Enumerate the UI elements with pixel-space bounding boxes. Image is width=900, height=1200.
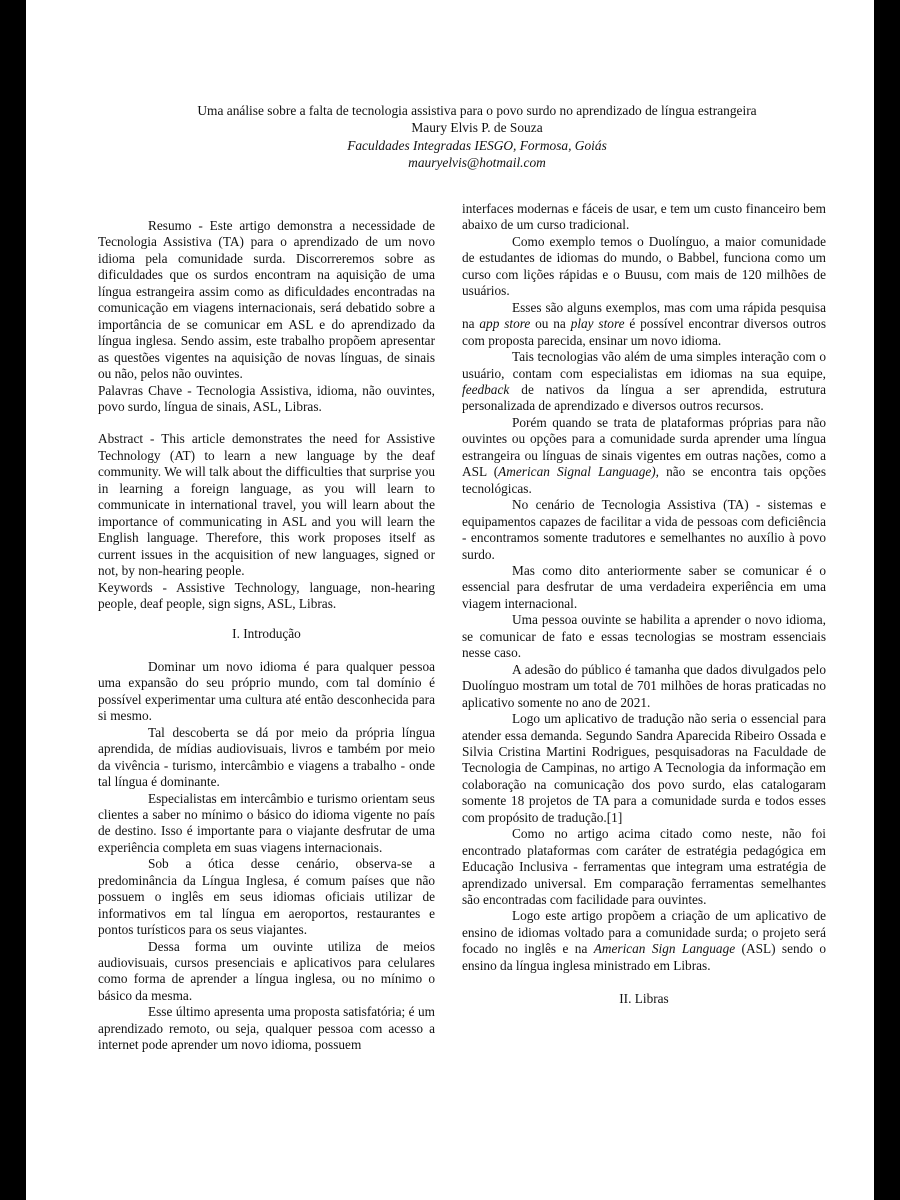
right-column — [462, 201, 826, 1008]
paper-title: Uma análise sobre a falta de tecnologia assistiva para o povo surdo no aprendizado de língua estrangeira — [197, 103, 757, 118]
body-paragraph: Uma pessoa ouvinte se habilita a aprender o novo idioma, se comunicar de fato e essas tecnologias se mostram essenciais nesse caso. — [462, 612, 826, 661]
italic-term: American Signal Language), — [498, 464, 660, 480]
body-paragraph: Esses são alguns exemplos, mas com uma rápida pesquisa na app store ou na play store é possível encontrar diversos outros com proposta parecida, ensinar um novo idioma. — [462, 299, 827, 348]
italic-term: American Sign Language — [593, 941, 736, 957]
body-paragraph: Logo este artigo propõem a criação de um aplicativo de ensino de idiomas voltado para a comunidade surda; o projeto será focado no inglês e na American Sign Language (ASL) sendo o ensino da língua inglesa ministrado em Libras. — [462, 908, 827, 973]
abstract-paragraph: Abstract - This article demonstrates the need for Assistive Technology (AT) to learn a new language by the deaf community. We will talk about the difficulties that surprise you in learning a foreign language, as you will learn to communicate in international travel, you will learn about the importance of communicating in ASL and you will learn the English language. Therefore, this work proposes itself as current issues in the acquisition of new languages, signed or not, by non-hearing people. — [98, 431, 435, 579]
body-paragraph: Logo um aplicativo de tradução não seria o essencial para atender essa demanda. Segundo Sandra Aparecida Ribeiro Ossada e Silvia Cristina Martini Rodrigues, pesquisadoras na Faculdade de Tecnologia de Campinas, no artigo A Tecnologia da informação em colaboração na comunicação dos povo surdo, elas catalogaram somente 18 projetos de TA para a comunidade surda e todos esses com propósito de tradução.[1] — [462, 711, 826, 825]
resumo-paragraph: Resumo - Este artigo demonstra a necessidade de Tecnologia Assistiva (TA) para o aprendizado de um novo idioma pela comunidade surda. Discorreremos sobre as dificuldades que os surdos encontram na aquisição de uma língua estrangeira assim como as dificuldades encontradas na comunicação em viagens internacionais, será debatido sobre a importância de se comunicar em ASL e do aprendizado da língua inglesa. Sendo assim, este trabalho propõem apresentar as questões vigentes na aquisição de novas línguas, de sinais ou não, pelos não ouvintes. — [98, 218, 435, 382]
section-heading-introducao: I. Introdução — [232, 626, 301, 642]
body-paragraph: Dessa forma um ouvinte utiliza de meios audiovisuais, cursos presenciais e aplicativos para celulares como forma de aprender a língua inglesa, ou no mínimo o básico da mesma. — [98, 938, 435, 1003]
body-paragraph: Dominar um novo idioma é para qualquer pessoa uma expansão do seu próprio mundo, com tal domínio é possível experimentar uma cultura até então desconhecida para si mesmo. — [98, 658, 435, 724]
italic-term: play store — [570, 316, 625, 332]
author-name: Maury Elvis P. de Souza — [411, 120, 543, 136]
italic-term: app store — [479, 316, 531, 332]
body-paragraph: Mas como dito anteriormente saber se comunicar é o essencial para desfrutar de uma verdadeira experiência em uma viagem internacional. — [462, 562, 826, 611]
palavras-chave-paragraph: Palavras Chave - Tecnologia Assistiva, idioma, não ouvintes, povo surdo, língua de sinais, ASL, Libras. — [98, 382, 435, 414]
paper-header — [122, 102, 832, 172]
body-paragraph: Esse último apresenta uma proposta satisfatória; é um aprendizado remoto, ou seja, qualquer pessoa com acesso a internet pode aprender um novo idioma, possuem — [98, 1004, 435, 1053]
body-paragraph: Como exemplo temos o Duolínguo, a maior comunidade de estudantes de idiomas do mundo, o Babbel, funciona como um curso com lições rápidas e o Buusu, com mais de 120 milhões de usuários. — [462, 233, 826, 299]
body-paragraph: A adesão do público é tamanha que dados divulgados pelo Duolínguo mostram um total de 701 milhões de horas praticadas no aplicativo somente no ano de 2021. — [462, 661, 826, 710]
keywords-paragraph: Keywords - Assistive Technology, language, non-hearing people, deaf people, sign signs, ASL, Libras. — [98, 579, 435, 611]
author-affiliation: Faculdades Integradas IESGO, Formosa, Goiás — [347, 137, 607, 153]
body-paragraph: Porém quando se trata de plataformas próprias para não ouvintes ou opções para a comunidade surda aprender uma língua estrangeira ou línguas de sinais vigentes em outras nações, como a ASL (American Signal Language), não se encontra tais opções tecnológicas. — [462, 414, 826, 496]
italic-term: feedback — [462, 381, 510, 397]
body-paragraph: Como no artigo acima citado como neste, não foi encontrado plataformas com caráter de estratégia pedagógica em Educação Inclusiva - ferramentas que integram uma estratégia de aprendizado universal. Em comparação ferramentas semelhantes são encontradas com facilidade para ouvintes. — [462, 826, 826, 908]
body-paragraph: No cenário de Tecnologia Assistiva (TA) - sistemas e equipamentos capazes de facilitar a vida de pessoas com deficiência - encontramos somente tradutores e semelhantes no auxílio à povo surdo. — [462, 497, 826, 562]
body-paragraph: interfaces modernas e fáceis de usar, e tem um custo financeiro bem abaixo de um curso tradicional. — [462, 201, 826, 233]
author-email: mauryelvis@hotmail.com — [408, 155, 546, 171]
left-column — [98, 218, 435, 1054]
body-paragraph: Tal descoberta se dá por meio da própria língua aprendida, de mídias audiovisuais, livros e também por meio da vivência - turismo, intercâmbio e viagens a trabalho - onde tal língua é dominante. — [98, 724, 435, 790]
body-paragraph: Especialistas em intercâmbio e turismo orientam seus clientes a saber no mínimo o básico do idioma vigente no país de destino. Isso é importante para o viajante desfrutar de uma experiência completa em suas viagens internacionais. — [98, 790, 435, 855]
body-paragraph: Tais tecnologias vão além de uma simples interação com o usuário, contam com especialistas em idiomas na sua equipe, feedback de nativos da língua a ser aprendida, estrutura personalizada de aprendizado e diversos outros recursos. — [462, 349, 826, 414]
body-paragraph: Sob a ótica desse cenário, observa-se a predominância da Língua Inglesa, é comum países que não possuem o inglês em seus idiomas oficiais utilizar de informativos em tal língua em aeroportos, restaurantes e pontos turísticos para os seus viajantes. — [98, 856, 435, 938]
document-page — [26, 0, 874, 1200]
section-heading-libras: II. Libras — [619, 991, 669, 1007]
